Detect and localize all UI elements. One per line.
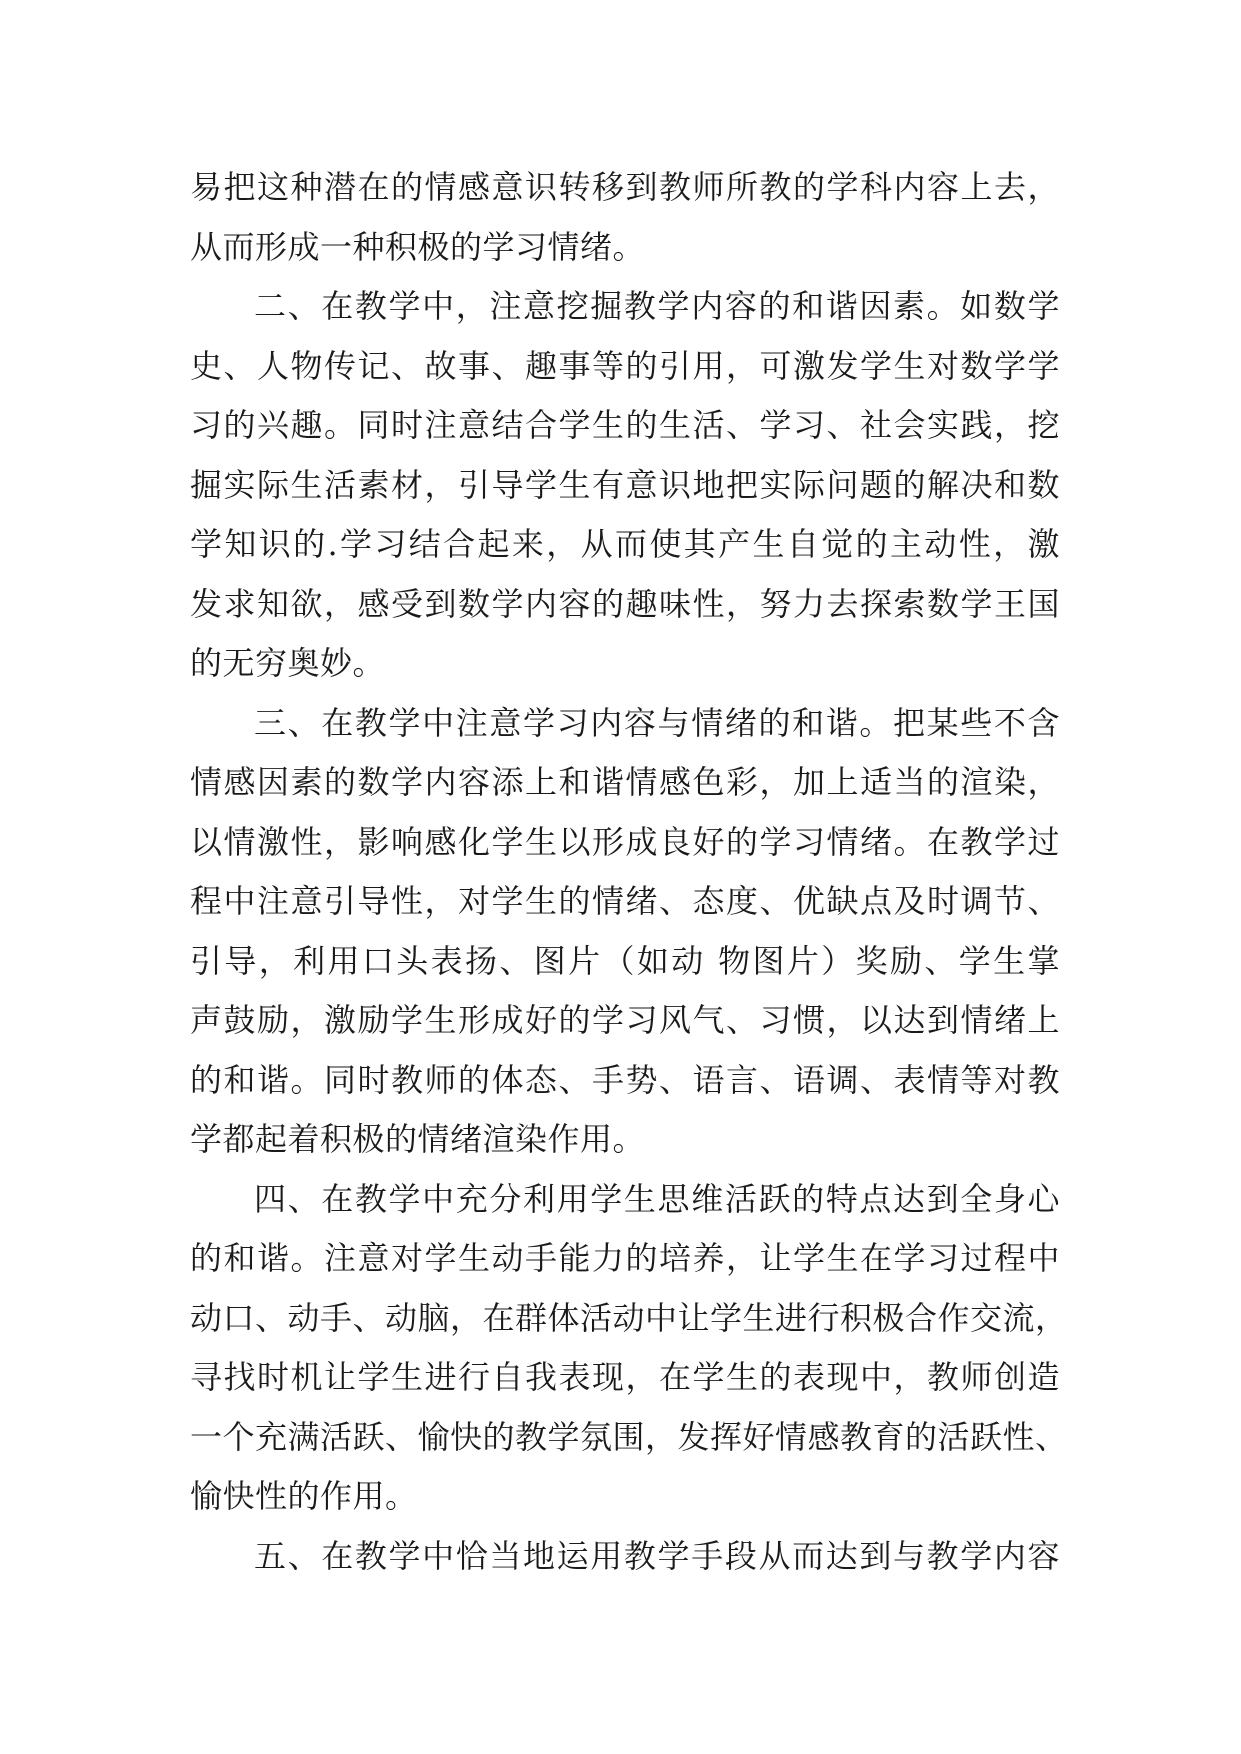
text-line: 的和谐。同时教师的体态、手势、语言、语调、表情等对教	[190, 1060, 1060, 1099]
paragraph-first-line: 四、在教学中充分利用学生思维活跃的特点达到全身心	[254, 1179, 1060, 1218]
text-line: 的无穷奥妙。	[190, 644, 386, 682]
paragraph-first-line: 五、在教学中恰当地运用教学手段从而达到与教学内容	[254, 1536, 1060, 1575]
text-line: 的和谐。注意对学生动手能力的培养，让学生在学习过程中	[190, 1239, 1060, 1277]
text-line: 动口、动手、动脑，在群体活动中让学生进行积极合作交流，	[190, 1298, 1068, 1337]
text-line: 史、人物传记、故事、趣事等的引用，可激发学生对数学学	[190, 346, 1060, 385]
text-line: 情感因素的数学内容添上和谐情感色彩，加上适当的渲染，	[190, 763, 1060, 801]
text-line: 一个充满活跃、愉快的教学氛围，发挥好情感教育的活跃性、	[190, 1417, 1068, 1456]
text-line: 程中注意引导性，对学生的情绪、态度、优缺点及时调节、	[190, 882, 1060, 920]
text-line: 掘实际生活素材，引导学生有意识地把实际问题的解决和数	[190, 465, 1060, 504]
text-line: 学都起着积极的情绪渲染作用。	[190, 1120, 646, 1158]
text-line: 声鼓励，激励学生形成好的学习风气、习惯，以达到情绪上	[190, 1001, 1060, 1039]
text-line: 引导，利用口头表扬、图片（如动 物图片）奖励、学生掌	[190, 941, 1060, 980]
text-line: 愉快性的作用。	[190, 1477, 418, 1515]
text-line: 发求知欲，感受到数学内容的趣味性，努力去探索数学王国	[190, 584, 1060, 623]
text-line: 学知识的.学习结合起来，从而使其产生自觉的主动性，激	[190, 525, 1060, 563]
text-line: 寻找时机让学生进行自我表现，在学生的表现中，教师创造	[190, 1358, 1060, 1396]
paragraph-first-line: 三、在教学中注意学习内容与情绪的和谐。把某些不含	[254, 703, 1060, 742]
text-line: 易把这种潜在的情感意识转移到教师所教的学科内容上去，	[190, 168, 1060, 206]
text-line: 从而形成一种积极的学习情绪。	[190, 227, 646, 266]
text-line: 以情激性，影响感化学生以形成良好的学习情绪。在教学过	[190, 822, 1060, 861]
document-body	[190, 158, 1068, 1586]
text-line: 习的兴趣。同时注意结合学生的生活、学习、社会实践，挖	[190, 406, 1060, 444]
paragraph-first-line: 二、在教学中，注意挖掘教学内容的和谐因素。如数学	[254, 287, 1060, 325]
